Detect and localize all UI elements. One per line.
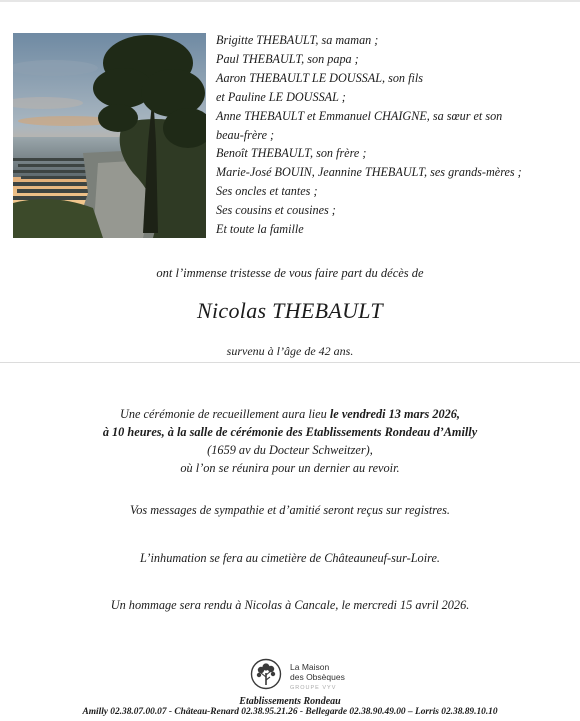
phone-numbers: Amilly 02.38.07.00.07 - Château-Renard 02.38.95.21.26 - Bellegarde 02.38.90.49.00 – Lorris 02.38.89.10.10 (82, 707, 498, 717)
family-list (216, 31, 576, 239)
tree-logo-icon (250, 658, 282, 690)
logo-text (290, 662, 345, 682)
family-line: Marie-José BOUIN, Jeannine THEBAULT, ses grands-mères ; (216, 165, 522, 180)
family-line: Ses oncles et tantes ; (216, 184, 318, 199)
ceremony-address: (1659 av du Docteur Schweitzer), (207, 443, 373, 457)
family-line: Brigitte THEBAULT, sa maman ; (216, 33, 379, 47)
age-line: survenu à l’âge de 42 ans. (226, 344, 354, 358)
fold-line (0, 362, 580, 363)
logo-line2: des Obsèques (290, 672, 345, 682)
burial-line: L’inhumation se fera au cimetière de Châteauneuf-sur-Loire. (140, 551, 440, 565)
ceremony-farewell: où l’on se réunira pour un dernier au revoir. (180, 461, 400, 475)
coastal-landscape-image (13, 33, 206, 238)
tribute-line: Un hommage sera rendu à Nicolas à Cancale, le mercredi 15 avril 2026. (110, 598, 470, 612)
family-line: Ses cousins et cousines ; (216, 203, 336, 218)
establishment-name: Etablissements Rondeau (239, 696, 341, 707)
messages-line: Vos messages de sympathie et d’amitié seront reçus sur registres. (130, 503, 450, 517)
funeral-home-logo (250, 658, 345, 694)
family-line: et Pauline LE DOUSSAL ; (216, 89, 346, 104)
logo-line1: La Maison (290, 662, 330, 672)
family-line: Et toute la famille (216, 222, 304, 237)
top-edge (0, 0, 580, 2)
family-line: Anne THEBAULT et Emmanuel CHAIGNE, sa sœur et son (216, 108, 503, 123)
announcement-intro: ont l’immense tristesse de vous faire part du décès de (156, 266, 424, 280)
family-line: Paul THEBAULT, son papa ; (216, 51, 359, 66)
logo-group: GROUPE VYV (290, 685, 337, 691)
memorial-photo (13, 33, 206, 238)
ceremony-date: le vendredi 13 mars 2026, (329, 407, 461, 421)
family-line: beau-frère ; (216, 127, 275, 142)
ceremony-time-place: à 10 heures, à la salle de cérémonie des Etablissements Rondeau d’Amilly (102, 425, 478, 439)
ceremony-line1-a: Une cérémonie de recueillement aura lieu (119, 407, 330, 421)
family-line: Benoît THEBAULT, son frère ; (216, 146, 367, 161)
ceremony-block (0, 405, 580, 477)
family-line: Aaron THEBAULT LE DOUSSAL, son fils (216, 70, 423, 85)
deceased-name: Nicolas THEBAULT (197, 298, 383, 323)
